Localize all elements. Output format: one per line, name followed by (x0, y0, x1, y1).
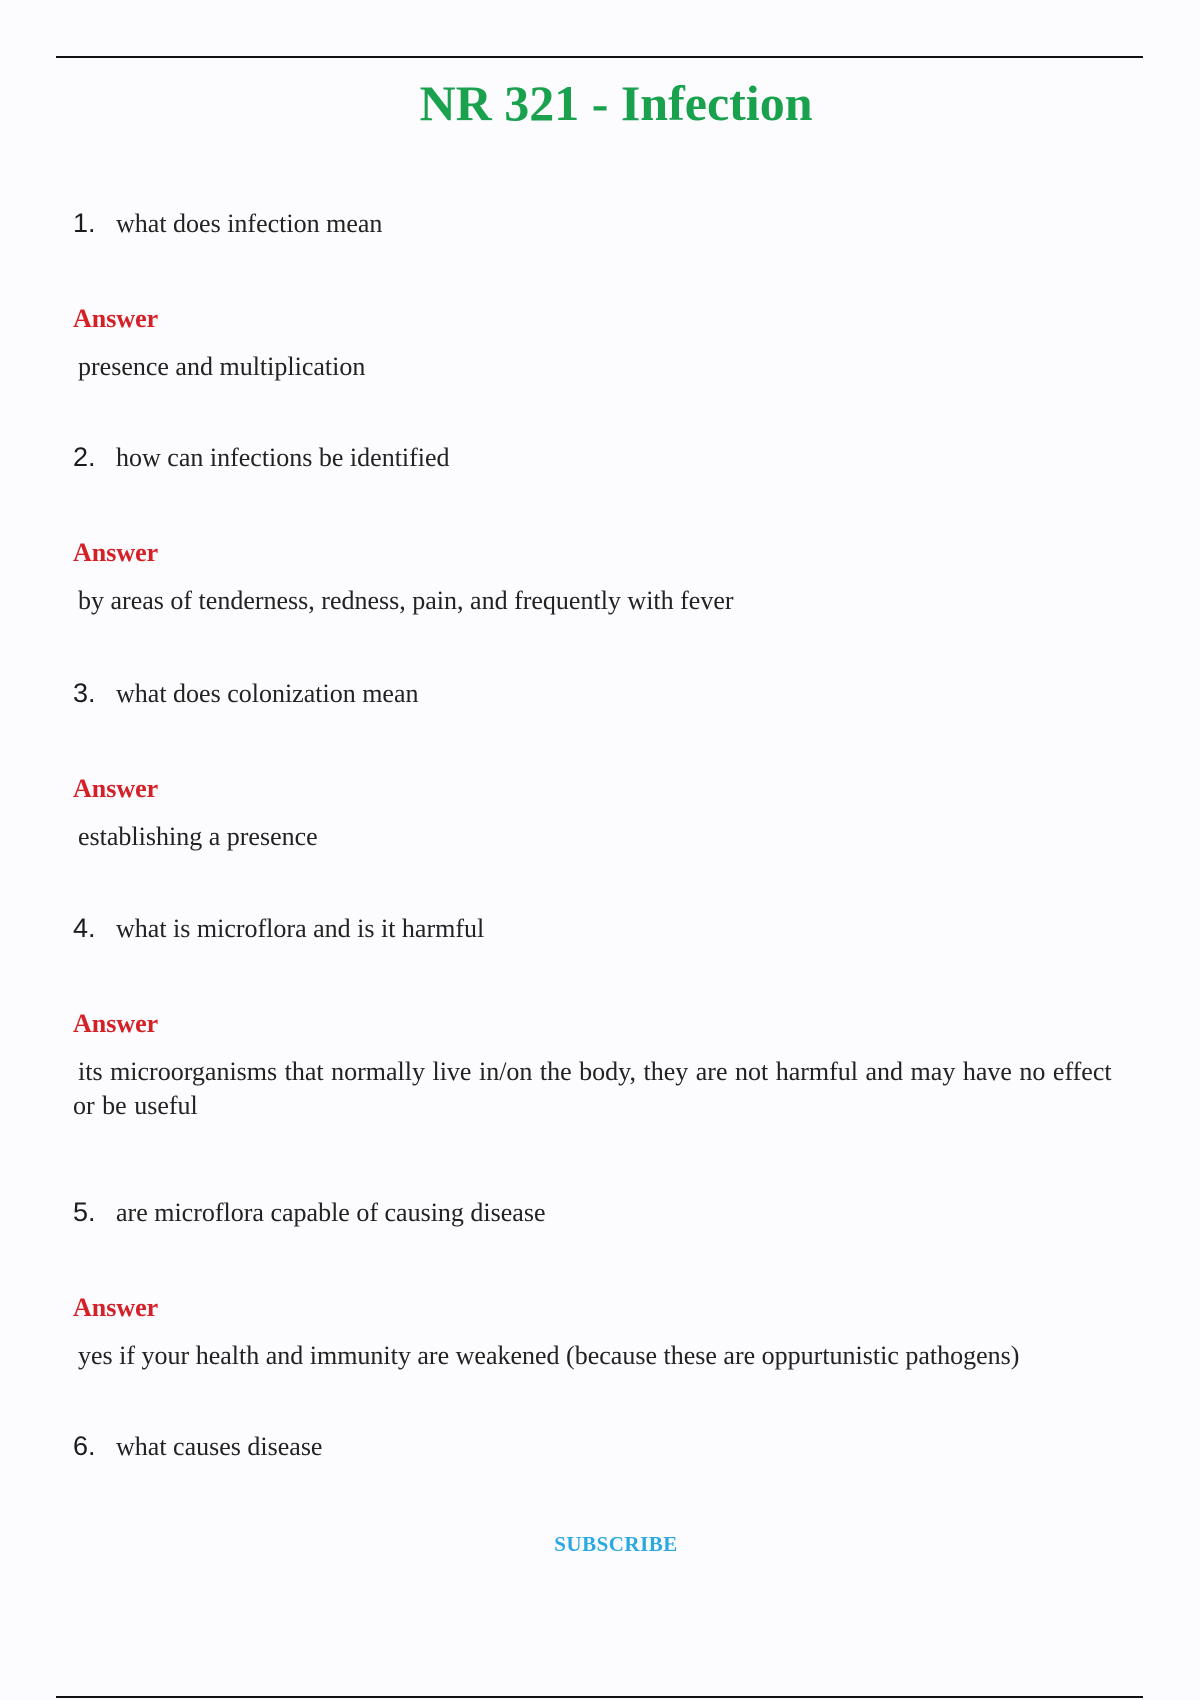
qa-item-5 (73, 1197, 1133, 1373)
answer-text: yes if your health and immunity are weakened (because these are oppurtunistic pathogens) (78, 1341, 1020, 1370)
top-rule (56, 56, 1143, 58)
answer-label: Answer (73, 774, 159, 803)
question-text: what does infection mean (116, 209, 383, 238)
question-5 (73, 1197, 1133, 1237)
question-3 (73, 678, 1133, 718)
qa-item-4 (73, 913, 1133, 1123)
question-text: how can infections be identified (116, 443, 450, 472)
question-text: what causes disease (116, 1432, 323, 1461)
document-title: NR 321 - Infection (419, 75, 813, 131)
question-6 (73, 1431, 1133, 1471)
question-text: are microflora capable of causing disease (116, 1198, 546, 1227)
question-number: 6. (73, 1431, 96, 1461)
bottom-rule (56, 1696, 1143, 1698)
answer-label: Answer (73, 538, 159, 567)
qa-item-3 (73, 678, 1133, 854)
question-text: what is microflora and is it harmful (116, 914, 485, 943)
answer-label: Answer (73, 1009, 159, 1038)
answer-text: establishing a presence (78, 822, 318, 851)
answer-text: presence and multiplication (78, 352, 366, 381)
qa-item-6 (73, 1431, 1133, 1471)
question-number: 1. (73, 208, 96, 238)
answer-text: its microorganisms that normally live in/on the body, they are not harmful and may have no effect or be useful (73, 1057, 1112, 1120)
question-number: 4. (73, 913, 96, 943)
answer-text: by areas of tenderness, redness, pain, and frequently with fever (78, 586, 734, 615)
qa-item-2 (73, 442, 1133, 618)
question-number: 5. (73, 1197, 96, 1227)
question-number: 2. (73, 442, 96, 472)
question-1 (73, 208, 1133, 248)
question-4 (73, 913, 1133, 953)
question-number: 3. (73, 678, 96, 708)
subscribe-link[interactable]: SUBSCRIBE (554, 1532, 678, 1556)
qa-item-1 (73, 208, 1133, 384)
answer-label: Answer (73, 1293, 159, 1322)
question-2 (73, 442, 1133, 482)
question-text: what does colonization mean (116, 679, 419, 708)
answer-label: Answer (73, 304, 159, 333)
